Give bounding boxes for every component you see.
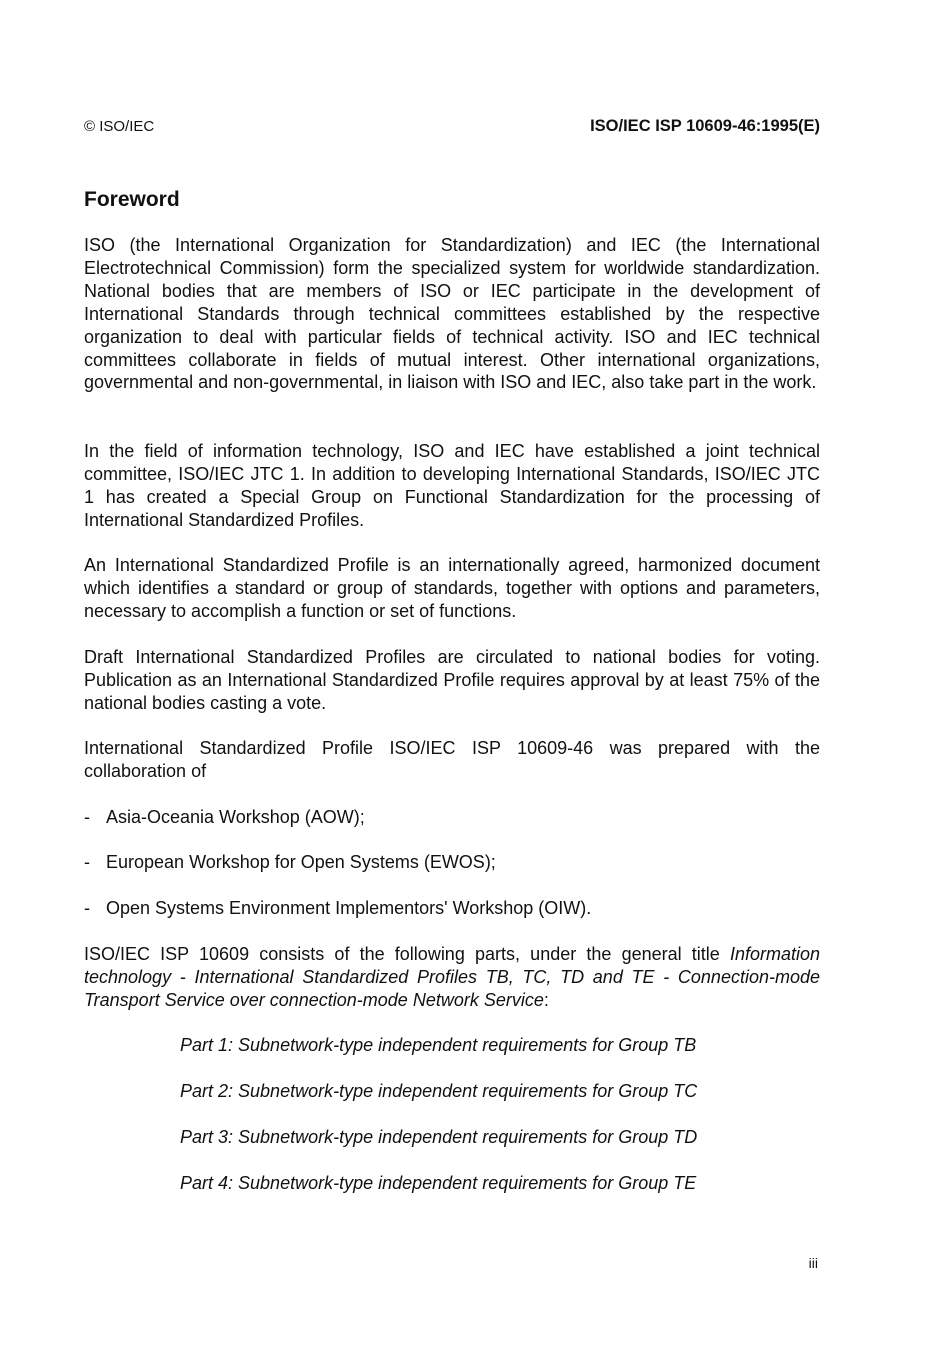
parts-intro-text: ISO/IEC ISP 10609 consists of the following parts, under the general title [84, 944, 730, 964]
list-item-label: Open Systems Environment Implementors' Workshop (OIW). [106, 898, 592, 918]
list-item-label: Asia-Oceania Workshop (AOW); [106, 807, 365, 827]
list-item [84, 897, 591, 920]
parts-intro-end: : [543, 989, 549, 1010]
page-title: Foreword [84, 188, 180, 211]
paragraph-collaboration: International Standardized Profile ISO/IEC ISP 10609-46 was prepared with the collaboration of [84, 738, 820, 781]
paragraph-jtc1: In the field of information technology, ISO and IEC have established a joint technical committee, ISO/IEC JTC 1. In addition to developing International Standards, ISO/IEC JTC 1 has created a Special Group on Functional Standardization for the processing of International Standardized Profiles. [84, 441, 820, 530]
page-number: iii [808, 1255, 818, 1271]
list-dash: - [84, 852, 90, 872]
paragraph-iso-iec: ISO (the International Organization for Standardization) and IEC (the International Electrotechnical Commission) form the specialized system for worldwide standardization. National bodies that are members of ISO or IEC participate in the development of International Standards through technical committees established by the respective organization to deal with particular fields of technical activity. ISO and IEC technical committees collaborate in fields of mutual interest. Other international organizations, governmental and non-governmental, in liaison with ISO and IEC, also take part in the work. [84, 235, 820, 393]
list-item [84, 851, 496, 874]
list-item-part-1: Part 1: Subnetwork-type independent requirements for Group TB [180, 1035, 697, 1055]
copyright-notice: © ISO/IEC [84, 118, 155, 135]
list-item-part-3: Part 3: Subnetwork-type independent requirements for Group TD [180, 1127, 698, 1147]
list-dash: - [84, 898, 90, 918]
general-title: Information technology - International Standardized Profiles TB, TC, TD and TE - Connection-mode Transport Service over connection-mode Network Service [84, 944, 820, 1010]
list-item [84, 806, 365, 829]
list-item-part-4: Part 4: Subnetwork-type independent requirements for Group TE [180, 1173, 697, 1193]
list-dash: - [84, 807, 90, 827]
paragraph-parts-intro [84, 943, 820, 1012]
document-identifier: ISO/IEC ISP 10609-46:1995(E) [590, 117, 820, 135]
list-item-label: European Workshop for Open Systems (EWOS); [106, 852, 496, 872]
paragraph-isp-definition: An International Standardized Profile is an internationally agreed, harmonized document which identifies a standard or group of standards, together with options and parameters, necessary to accomplish a function or set of functions. [84, 555, 820, 621]
list-item-part-2: Part 2: Subnetwork-type independent requirements for Group TC [180, 1081, 698, 1101]
paragraph-voting: Draft International Standardized Profiles are circulated to national bodies for voting. Publication as an International Standardized Profile requires approval by at least 75% of the national bodies casting a vote. [84, 647, 820, 713]
